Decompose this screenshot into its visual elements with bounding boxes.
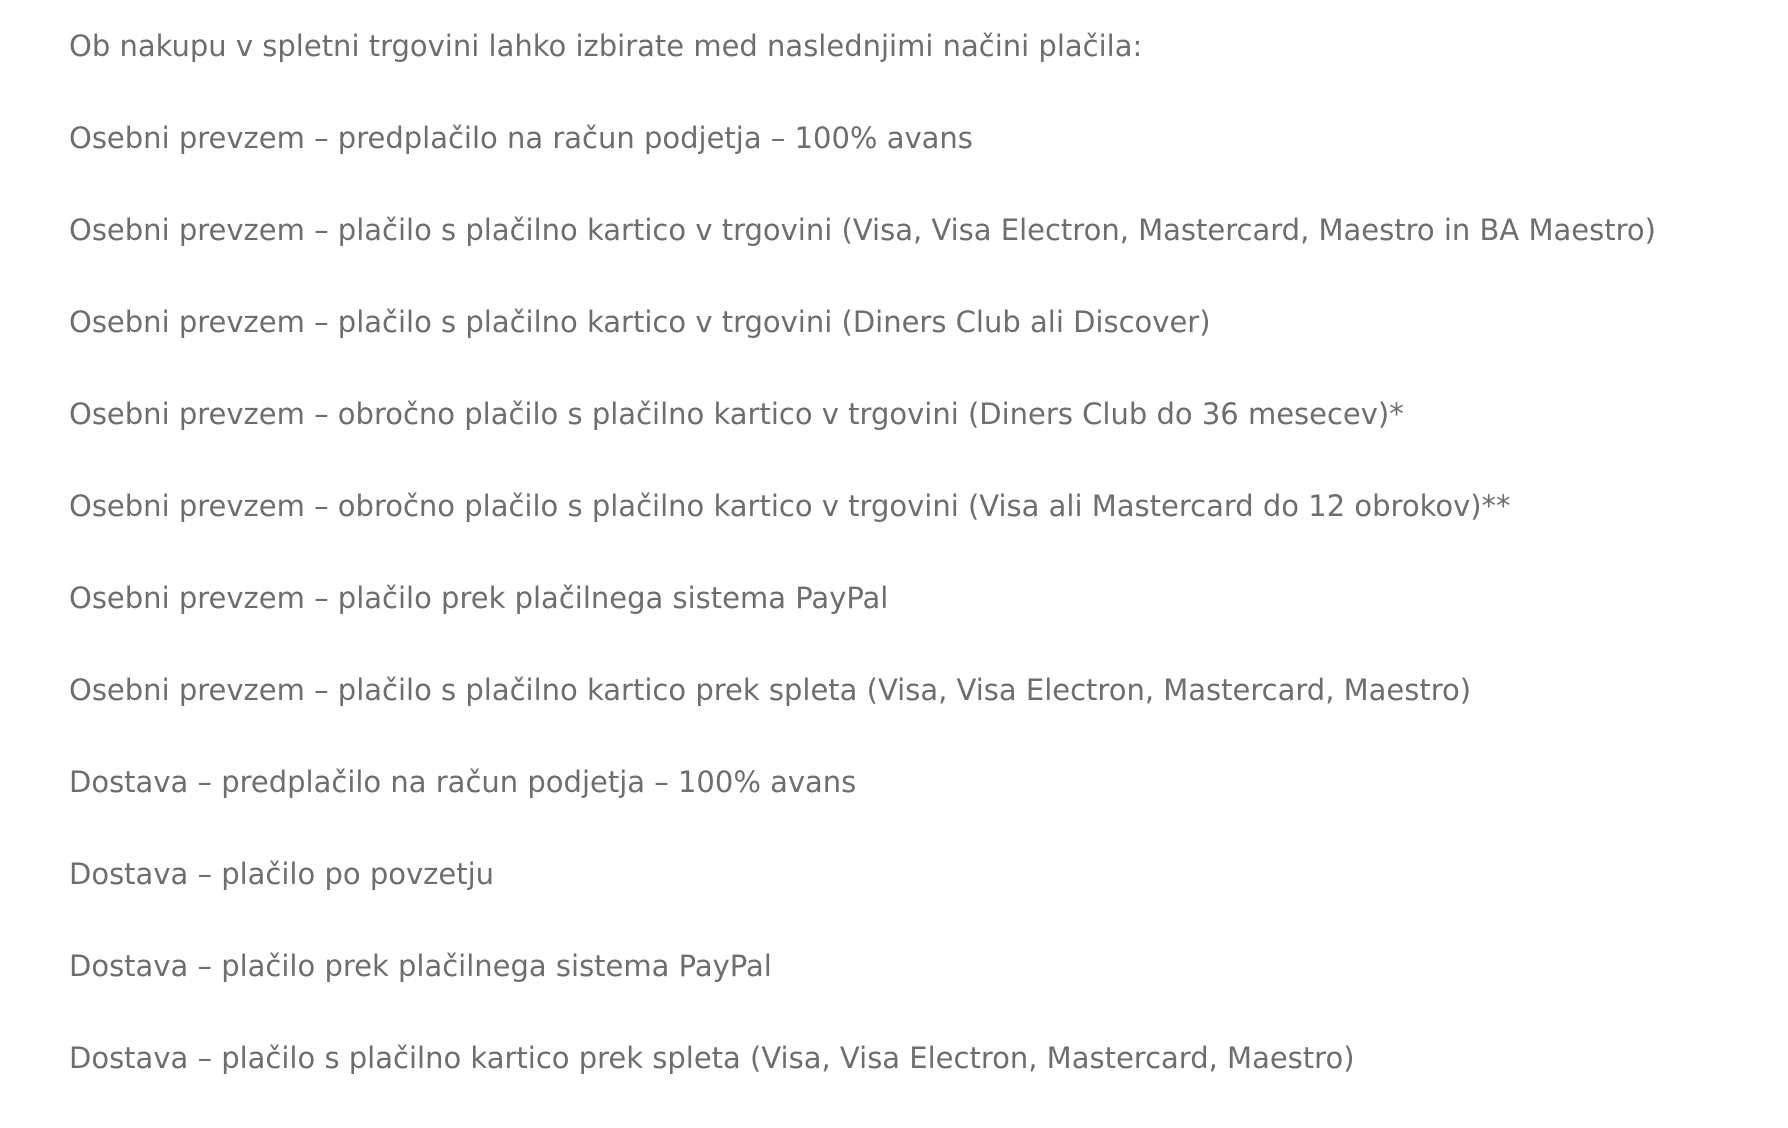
payment-option: Dostava – plačilo prek plačilnega sistema PayPal — [69, 949, 772, 983]
payment-option: Osebni prevzem – plačilo s plačilno kartico v trgovini (Visa, Visa Electron, Mastercard, Maestro in BA Maestro) — [69, 213, 1656, 247]
payment-option: Osebni prevzem – obročno plačilo s plačilno kartico v trgovini (Visa ali Mastercard do 12 obrokov)** — [69, 489, 1511, 523]
payment-option: Osebni prevzem – obročno plačilo s plačilno kartico v trgovini (Diners Club do 36 mesecev)* — [69, 397, 1404, 431]
payment-option: Osebni prevzem – plačilo prek plačilnega sistema PayPal — [69, 581, 889, 615]
payment-option: Osebni prevzem – predplačilo na račun podjetja – 100% avans — [69, 121, 973, 155]
payment-option: Dostava – plačilo po povzetju — [69, 857, 495, 891]
payment-methods-content — [69, 24, 1748, 1128]
payment-option: Dostava – predplačilo na račun podjetja – 100% avans — [69, 765, 857, 799]
payment-option: Osebni prevzem – plačilo s plačilno kartico v trgovini (Diners Club ali Discover) — [69, 305, 1211, 339]
payment-option: Osebni prevzem – plačilo s plačilno kartico prek spleta (Visa, Visa Electron, Mastercard, Maestro) — [69, 673, 1472, 707]
intro-text: Ob nakupu v spletni trgovini lahko izbirate med naslednjimi načini plačila: — [69, 29, 1143, 63]
payment-option: Dostava – plačilo s plačilno kartico prek spleta (Visa, Visa Electron, Mastercard, Maestro) — [69, 1041, 1355, 1075]
